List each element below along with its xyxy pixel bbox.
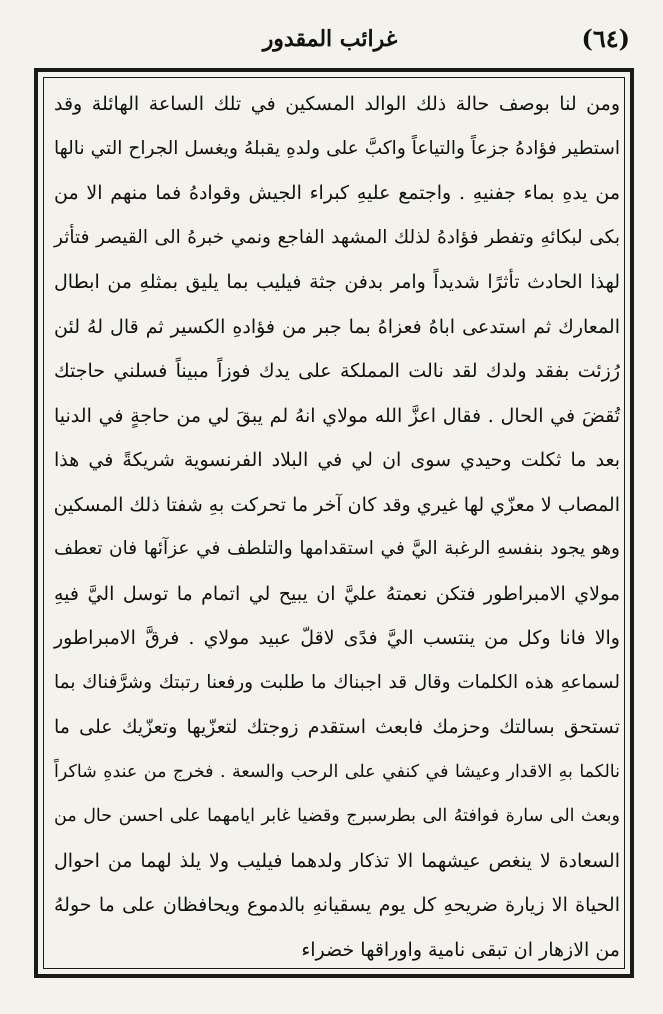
text-line: والا فانا وكل من ينتسب اليَّ فدًى لاقلّ عبيد مولاي . فرقَّ الامبراطور: [54, 627, 620, 649]
text-line: ومن لنا بوصف حالة ذلك الوالد المسكين في تلك الساعة الهائلة وقد: [54, 93, 620, 115]
body-text: [54, 82, 620, 972]
text-line: بكى لبكائهِ وتفطر فؤادهُ لذلك المشهد الفاجع ونمي خبرهُ الى القيصر فتأثر: [54, 226, 620, 248]
text-line: الحياة الا زيارة ضريحهِ كل يوم يسقيانهِ بالدموع ويحافظان على ما حولهُ: [54, 894, 620, 916]
text-line: تستحق بسالتك وحزمك فابعث استقدم زوجتك لتعزّيها وتعزّيك على ما: [54, 716, 620, 738]
text-line: نالكما بهِ الاقدار وعيشا في كنفي على الرحب والسعة . فخرج من عندهِ شاكراً: [54, 761, 620, 782]
text-line: وبعث الى سارة فوافتهُ الى بطرسبرج وقضيا غابر ايامهما على احسن حال من: [54, 806, 620, 826]
text-line: لهذا الحادث تأثرًا شديداً وامر بدفن جثة فيليب بما يليق بمثلهِ من ابطال: [54, 271, 620, 293]
text-line: استطير فؤادهُ جزعاً والتياعاً واكبَّ على ولدهِ يقبلهُ ويغسل الجراح التي نالها: [54, 137, 620, 159]
text-line: المعارك ثم استدعى اباهُ فعزاهُ بما جبر من فؤادهِ الكسير ثم قال لهُ لئن: [54, 315, 620, 338]
text-line: لسماعهِ هذه الكلمات وقال قد اجبناك ما طلبت ورفعنا رتبتك وشرَّفناك بما: [54, 671, 620, 693]
page-header: [30, 22, 630, 62]
text-line: بعد ما ثكلت وحيدي سوى ان لي في البلاد الفرنسوية شريكةً في هذا: [54, 449, 620, 471]
page-number: (٦٤): [581, 24, 630, 53]
text-line-last: من الازهار ان تبقى نامية واوراقها خضراء: [301, 938, 620, 961]
text-line: من يدهِ بماء جفنيهِ . واجتمع عليهِ كبراء الجيش وقوادهُ فما منهم الا من: [54, 182, 620, 204]
text-line: وهو يجود بنفسهِ الرغبة اليَّ في استقدامها والتلطف في عزآئها فان تعطف: [54, 538, 620, 559]
text-line: مولاي الامبراطور فتكن نعمتهُ عليَّ ان يبيح لي اتمام ما توسل اليَّ فيهِ: [54, 582, 620, 605]
text-line: رُزئت بفقد ولدك لقد نالت المملكة على يدك فوزاً مبيناً فسلني حاجتك: [54, 360, 620, 382]
text-line: السعادة لا ينغص عيشهما الا تذكار ولدهما فيليب ولا يلذ لهما من احوال: [54, 849, 620, 872]
text-line: المصاب لا معزّي لها غيري وقد كان آخر ما تحركت بهِ شفتا ذلك المسكين: [53, 493, 620, 516]
running-title: غرائب المقدور: [262, 26, 398, 52]
text-line: تُقضَ في الحال . فقال اعزَّ الله مولاي انهُ لم يبقَ لي من حاجةٍ في الدنيا: [54, 404, 620, 427]
